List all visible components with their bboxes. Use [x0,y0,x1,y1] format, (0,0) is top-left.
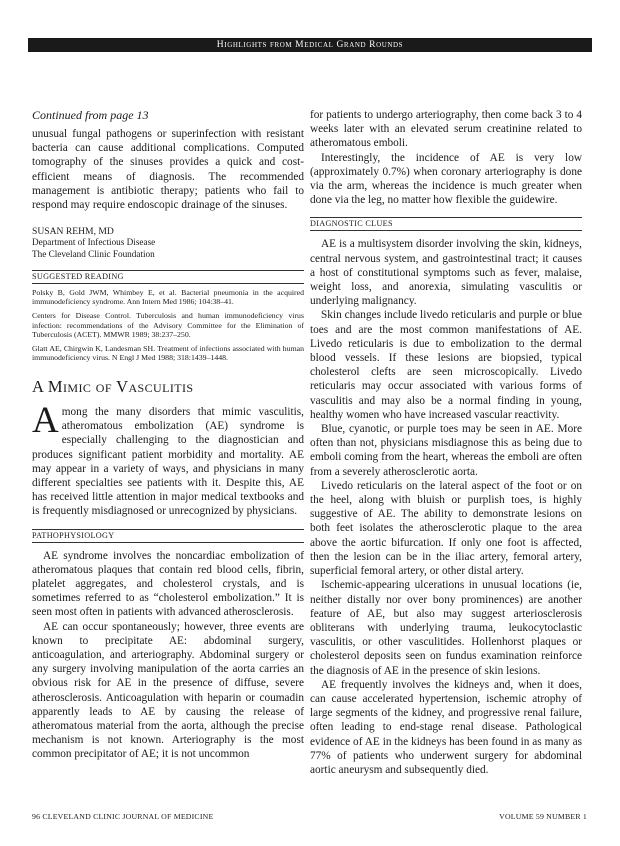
author-department: Department of Infectious Disease [32,237,156,248]
drop-cap: A [32,399,59,441]
body-paragraph: AE can occur spontaneously; however, three events are known to precipitate AE: abdominal surgery, anticoagulation, and arteriography. Abdominal surgery or any surgery involving manipulation of the aorta carries an obvious risk for AE in the presence of diffuse, severe atherosclerosis. Anticoagulation with heparin or coumadin apparently leads to AE by causing the release of atheromatous material from the aorta, although the precise mechanism is not known. Arteriography is the most common precipitator of AE; it is not uncommon [32,620,304,761]
lead-paragraph-text: mong the many disorders that mimic vasculitis, atheromatous embolization (AE) syndrome is especially challenging to the diagnostician and produces significant patient morbidity and mortality. AE may appear in a variety of ways, and physicians in many different specialties see patients with it. Despite this, AE has received little attention in major medical textbooks and is frequently misdiagnosed or unrecognized by physicians. [32,405,304,518]
body-paragraph: Interestingly, the incidence of AE is very low (approximately 0.7%) when coronary arteriography is done via the arm, whereas the incidence is much greater when done via the leg, no matter how flexible the guidewire. [310,151,582,207]
article-title: A Mimic of Vasculitis [32,376,194,396]
pathophysiology-heading: PATHOPHYSIOLOGY [32,529,304,543]
body-paragraph: Skin changes include livedo reticularis and purple or blue toes and are the most common manifestations of AE. Livedo reticularis is due to embolization to the dermal blood vessels. If these lesions are biopsied, typical cholesterol clefts are seen microscopically. Livedo reticularis may occur associated with various forms of vasculitis and may also be a normal finding in young, healthy women who have increased vascular reactivity. [310,309,582,421]
reference-item: Glatt AE, Chirgwin K, Landesman SH. Treatment of infections associated with human immunodeficiency virus. N Engl J Med 1988; 318:1439–1448. [32,343,304,363]
author-name: SUSAN REHM, MD [32,226,114,238]
body-paragraph: for patients to undergo arteriography, then come back 3 to 4 weeks later with an elevated serum creatinine related to atheromatous emboli. [310,109,582,150]
reference-item: Polsky B, Gold JWM, Whimbey E, et al. Bacterial pneumonia in the acquired immunodeficiency syndrome. Ann Intern Med 1986; 104:38–41. [32,287,304,307]
author-organization: The Cleveland Clinic Foundation [32,248,155,259]
reference-item: Centers for Disease Control. Tuberculosis and human immunodeficiency virus infection: recommendations of the Advisory Committee for the Elimination of Tuberculosis (ACET). MMWR 1989; 38:237–250. [32,311,304,340]
intro-paragraph: unusual fungal pathogens or superinfection with resistant bacteria can cause additional complications. Computed tomography of the sinuses provides a quick and cost-efficient means of diagnosis. The recommended management is antibiotic therapy; patients who fail to respond may require endoscopic drainage of the sinuses. [32,128,304,212]
author-block [32,226,304,260]
continued-note: Continued from page 13 [32,108,149,122]
suggested-reading-heading: SUGGESTED READING [32,270,304,284]
right-column [310,108,582,777]
body-paragraph: AE syndrome involves the noncardiac embolization of atheromatous plaques that contain red blood cells, fibrin, platelet aggregates, and cholesterol crystals, and is sometimes referred to as “cholesterol embolization.” It is seen most often in patients with advanced atherosclerosis. [32,549,304,619]
footer-volume: VOLUME 59 NUMBER 1 [499,812,587,821]
body-paragraph: AE is a multisystem disorder involving the skin, kidneys, central nervous system, and gastrointestinal tract; it causes a host of constitutional symptoms such as fever, malaise, weight loss, and anorexia, simulating vasculitis or underlying malignancy. [310,238,582,308]
footer-journal: 96 CLEVELAND CLINIC JOURNAL OF MEDICINE [32,812,214,821]
left-column [32,108,304,762]
body-paragraph: Livedo reticularis on the lateral aspect of the foot or on the heel, along with bluish or purplish toes, is highly suggestive of AE. The ability to demonstrate lesions on both feet isolates the atherosclerotic plaque to the area above the aortic bifurcation. If only one foot is affected, then the lesion can be in the iliac artery, femoral artery, superficial femoral artery, or other distal artery. [310,479,582,578]
section-banner: Highlights from Medical Grand Rounds [28,38,592,52]
diagnostic-clues-heading: DIAGNOSTIC CLUES [310,217,582,231]
body-paragraph: Ischemic-appearing ulcerations in unusual locations (ie, neither distally nor over bony prominences) are another feature of AE, but also may suggest arteriosclerosis obliterans with underlying trauma, leukocytoclastic vasculitis, or other vasculitides. Hollenhorst plaques or cholesterol deposits seen on fundus examination reinforce the diagnosis of AE in the presence of skin lesions. [310,579,582,677]
body-paragraph: Blue, cyanotic, or purple toes may be seen in AE. More often than not, physicians misdiagnose this as being due to emboli coming from the heart, whereas the emboli are often from a severely atherosclerotic aorta. [310,423,582,478]
body-paragraph: AE frequently involves the kidneys and, when it does, can cause accelerated hypertension, ischemic atrophy of large segments of the kidney, and progressive renal failure, often leading to end-stage renal disease. Pathological evidence of AE in the kidneys has been found in as many as 77% of patients who underwent surgery for abdominal aortic aneurysm and subsequently died. [310,678,582,776]
lead-paragraph [32,399,304,519]
